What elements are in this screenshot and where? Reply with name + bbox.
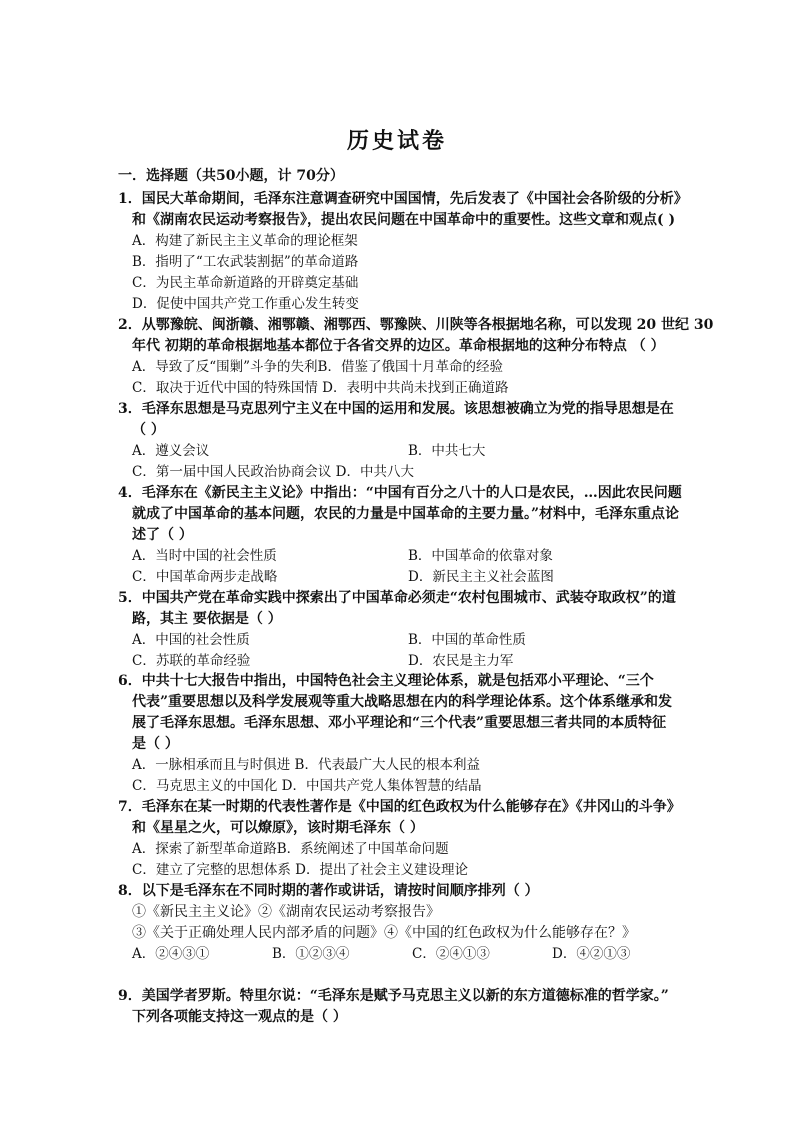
work-list: ③《关于正确处理人民内部矛盾的问题》④《中国的红色政权为什么能够存在？》 (132, 925, 636, 941)
option-c[interactable]: C．中国革命两步走战略 (132, 569, 278, 585)
question-stem: 1．国民大革命期间，毛泽东注意调查研究中国国情，先后发表了《中国社会各阶级的分析》 (118, 191, 688, 207)
option-a[interactable]: A．②④③① (132, 946, 210, 962)
question-3 (118, 399, 698, 483)
option-c[interactable]: C．为民主革命新道路的开辟奠定基础 (132, 275, 359, 291)
question-stem: 展了毛泽东思想。毛泽东思想、邓小平理论和“三个代表”重要思想三者共同的本质特征 (132, 715, 667, 731)
option-c[interactable]: C．②④①③ (412, 946, 490, 962)
option-row-cd[interactable]: C．第一届中国人民政治协商会议 D．中共八大 (132, 464, 414, 480)
option-a[interactable]: A．中国的社会性质 (132, 632, 250, 648)
question-9 (118, 986, 698, 1028)
option-b[interactable]: B．指明了“工农武装割据”的革命道路 (132, 254, 359, 270)
question-stem: 和《星星之火，可以燎原》，该时期毛泽东（ ） (132, 820, 424, 836)
options (118, 755, 698, 797)
option-d[interactable]: D．④②①③ (552, 946, 631, 962)
options (118, 546, 698, 588)
option-row-cd[interactable]: C．取决于近代中国的特殊国情 D．表明中共尚未找到正确道路 (132, 380, 509, 396)
question-4 (118, 483, 698, 588)
options (118, 357, 698, 399)
work-list: ①《新民主主义论》②《湖南农民运动考察报告》 (132, 904, 440, 920)
options (118, 839, 698, 881)
question-stem: （ ） (132, 422, 165, 438)
question-8 (118, 881, 698, 965)
question-stem: 8．以下是毛泽东在不同时期的著作或讲话，请按时间顺序排列（ ） (118, 883, 539, 899)
option-row-ab[interactable]: A．探索了新型革命道路B．系统阐述了中国革命问题 (132, 841, 449, 857)
option-b[interactable]: B．①②③④ (272, 946, 350, 962)
question-stem: 4．毛泽东在《新民主主义论》中指出：“中国有百分之八十的人口是农民，…因此农民问题 (118, 485, 682, 501)
section-heading: 一．选择题（共50小题，计 70分） (118, 168, 344, 184)
question-1 (118, 189, 698, 315)
question-stem: 5．中国共产党在革命实践中探索出了中国革命必须走“农村包围城市、武装夺取政权”的道 (118, 590, 676, 606)
question-stem: 路，其主 要依据是（ ） (132, 611, 282, 627)
option-b[interactable]: B．中共七大 (408, 443, 486, 459)
question-stem: 3．毛泽东思想是马克思列宁主义在中国的运用和发展。该思想被确立为党的指导思想是在 (118, 401, 674, 417)
option-a[interactable]: A．当时中国的社会性质 (132, 548, 277, 564)
question-5 (118, 588, 698, 672)
option-a[interactable]: A．遵义会议 (132, 443, 210, 459)
option-c[interactable]: C．苏联的革命经验 (132, 653, 251, 669)
options (118, 231, 698, 315)
question-stem: 下列各项能支持这一观点的是（ ） (132, 1009, 347, 1025)
option-a[interactable]: A．构建了新民主主义革命的理论框架 (132, 233, 358, 249)
option-row-ab[interactable]: A．一脉相承而且与时俱进 B．代表最广大人民的根本利益 (132, 757, 480, 773)
question-stem: 2．从鄂豫皖、闽浙赣、湘鄂赣、湘鄂西、鄂豫陕、川陕等各根据地名称，可以发现 20 世纪 30 (118, 317, 714, 333)
question-stem: 年代 初期的革命根据地基本都位于各省交界的边区。革命根据地的这种分布特点 （ ） (132, 338, 665, 354)
question-stem: 和《湖南农民运动考察报告》，提出农民问题在中国革命中的重要性。这些文章和观点( ) (132, 212, 676, 228)
question-6 (118, 671, 698, 797)
options (118, 944, 698, 965)
question-2 (118, 315, 714, 399)
question-stem: 是（ ） (132, 736, 179, 752)
question-7 (118, 797, 698, 881)
question-stem: 就成了中国革命的基本问题，农民的力量是中国革命的主要力量。”材料中，毛泽东重点论 (132, 506, 680, 522)
question-stem: 代表”重要思想以及科学发展观等重大战略思想在内的科学理论体系。这个体系继承和发 (132, 694, 673, 710)
question-stem: 7．毛泽东在某一时期的代表性著作是《中国的红色政权为什么能够存在》《井冈山的斗争》 (118, 799, 681, 815)
question-stem: 6．中共十七大报告中指出，中国特色社会主义理论体系，就是包括邓小平理论、“三个 (118, 673, 654, 689)
option-row-ab[interactable]: A．导致了反“围剿”斗争的失利B．借鉴了俄国十月革命的经验 (132, 359, 503, 375)
question-stem: 9．美国学者罗斯。特里尔说：“毛泽东是赋予马克思主义以新的东方道德标准的哲学家。” (118, 988, 669, 1004)
options (118, 441, 698, 483)
option-d[interactable]: D．促使中国共产党工作重心发生转变 (132, 296, 359, 312)
option-b[interactable]: B．中国的革命性质 (408, 632, 526, 648)
option-row-cd[interactable]: C．建立了完整的思想体系 D．提出了社会主义建设理论 (132, 862, 468, 878)
option-row-cd[interactable]: C．马克思主义的中国化 D．中国共产党人集体智慧的结晶 (132, 778, 482, 794)
option-b[interactable]: B．中国革命的依靠对象 (408, 548, 553, 564)
options (118, 630, 698, 672)
question-stem: 述了（ ） (132, 527, 193, 543)
option-d[interactable]: D．农民是主力军 (408, 653, 514, 669)
page-title: 历史试卷 (346, 128, 447, 154)
option-d[interactable]: D．新民主主义社会蓝图 (408, 569, 554, 585)
